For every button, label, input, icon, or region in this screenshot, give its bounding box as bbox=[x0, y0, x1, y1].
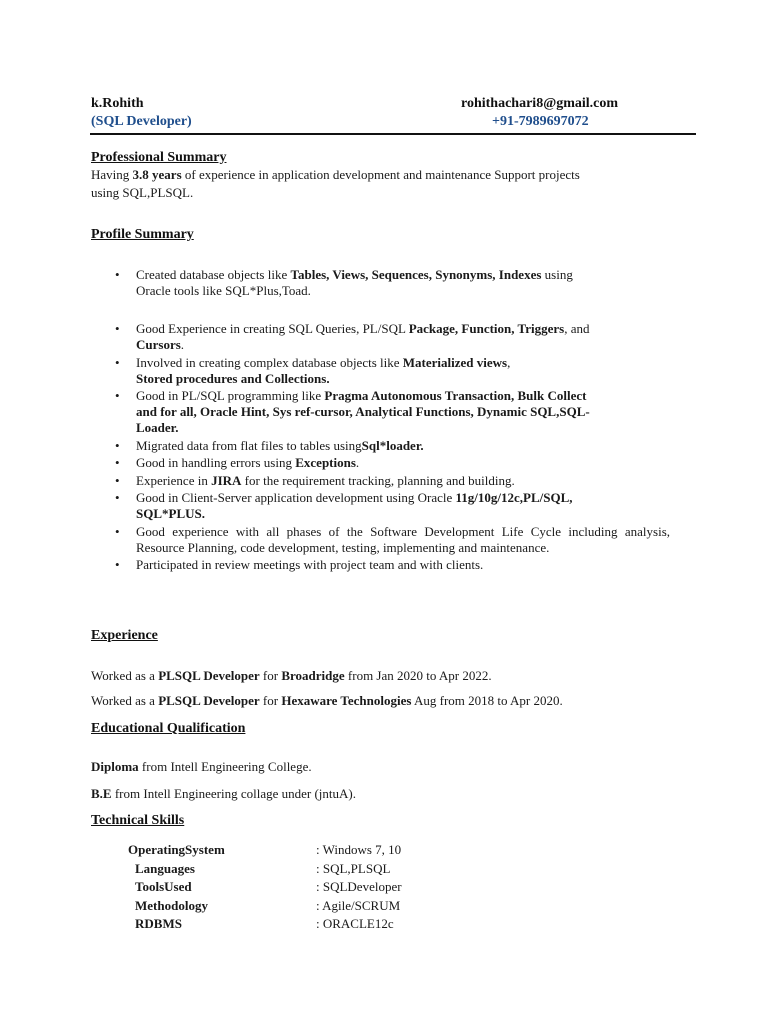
skill-key: Languages bbox=[135, 860, 195, 876]
education-title: Educational Qualification bbox=[91, 721, 246, 736]
bullet-bold: Stored procedures and Collections. bbox=[136, 370, 330, 386]
list-item bbox=[115, 490, 670, 522]
summary-line2: using SQL,PLSQL. bbox=[91, 185, 194, 200]
edu-degree: B.E bbox=[91, 786, 112, 801]
bullet-text: using bbox=[541, 267, 573, 282]
skill-key: ToolsUsed bbox=[135, 879, 192, 894]
header-divider bbox=[90, 133, 696, 135]
list-item bbox=[115, 455, 670, 471]
table-row bbox=[128, 860, 548, 879]
bullet-text: , bbox=[507, 354, 511, 370]
table-row bbox=[128, 897, 548, 916]
list-item bbox=[115, 438, 670, 454]
bullet-text: . bbox=[355, 455, 360, 470]
exp-company: Broadridge bbox=[281, 668, 345, 683]
table-row bbox=[128, 915, 548, 934]
bullet-bold: Cursors bbox=[136, 337, 181, 352]
skill-value: : Windows 7, 10 bbox=[316, 842, 402, 857]
bullet-bold: Exceptions bbox=[295, 455, 356, 470]
exp-text: Worked as a bbox=[91, 693, 159, 708]
header-left bbox=[91, 95, 192, 131]
bullet-bold: JIRA bbox=[211, 472, 242, 488]
bullet-bold: Materialized views bbox=[402, 354, 508, 370]
profile-summary-title: Profile Summary bbox=[91, 227, 194, 242]
bullet-text: Good Experience in creating SQL Queries, PL/SQL bbox=[136, 321, 409, 336]
skill-key: OperatingSystem bbox=[128, 842, 225, 857]
experience-entry-1 bbox=[91, 667, 681, 685]
candidate-name: k.Rohith bbox=[91, 96, 144, 111]
bullet-bold: and for all, Oracle Hint, Sys ref-cursor, Analytical Functions, Dynamic SQL,SQL- bbox=[136, 404, 590, 419]
summary-post: of experience in application development and maintenance Support projects bbox=[181, 167, 580, 182]
list-item bbox=[115, 321, 670, 353]
list-item bbox=[115, 473, 670, 489]
profile-bullets-group-1 bbox=[115, 267, 670, 301]
skill-key: RDBMS bbox=[135, 916, 182, 931]
bullet-text: Involved in creating complex database objects like bbox=[136, 354, 403, 370]
education-entry-2 bbox=[91, 785, 681, 803]
bullet-bold: Package, Function, Triggers bbox=[408, 321, 565, 336]
edu-text: from Intell Engineering College. bbox=[138, 759, 312, 774]
exp-company: Hexaware Technologies bbox=[281, 693, 412, 708]
education-entry-1 bbox=[91, 758, 681, 776]
technical-skills-title: Technical Skills bbox=[91, 813, 185, 828]
edu-text: from Intell Engineering collage under (jntuA). bbox=[111, 786, 356, 801]
skill-value: : ORACLE12c bbox=[316, 916, 394, 931]
professional-summary-text bbox=[91, 166, 681, 202]
list-item bbox=[115, 388, 670, 436]
summary-pre: Having bbox=[91, 167, 133, 182]
phone-number: +91-7989697072 bbox=[492, 114, 589, 129]
skills-table bbox=[128, 841, 548, 934]
exp-text: for bbox=[259, 668, 282, 683]
list-item bbox=[115, 557, 670, 573]
bullet-bold: Tables, Views, Sequences, Synonyms, Indexes bbox=[290, 267, 542, 282]
bullet-text: Created database objects like bbox=[136, 267, 291, 282]
bullet-text: Good in PL/SQL programming like bbox=[136, 388, 325, 403]
bullet-text: for the requirement tracking, planning and building. bbox=[241, 472, 515, 488]
skill-value: : SQLDeveloper bbox=[316, 879, 402, 894]
list-item bbox=[115, 524, 670, 556]
bullet-text: Experience in bbox=[136, 472, 212, 488]
bullet-bold: Sql*loader. bbox=[361, 437, 424, 453]
bullet-text: Oracle tools like SQL*Plus,Toad. bbox=[136, 283, 311, 298]
experience-entry-2 bbox=[91, 692, 681, 710]
bullet-bold: SQL*PLUS. bbox=[136, 506, 205, 521]
professional-summary-title: Professional Summary bbox=[91, 150, 227, 165]
exp-role: PLSQL Developer bbox=[158, 668, 260, 683]
exp-text: Worked as a bbox=[91, 668, 159, 683]
bullet-bold: 11g/10g/12c,PL/SQL, bbox=[455, 490, 573, 505]
profile-summary-section bbox=[91, 227, 681, 243]
skill-value: : SQL,PLSQL bbox=[316, 860, 391, 876]
bullet-bold: Pragma Autonomous Transaction, Bulk Collect bbox=[324, 388, 587, 403]
skill-key: Methodology bbox=[135, 897, 208, 913]
bullet-text: Participated in review meetings with project team and with clients. bbox=[136, 557, 484, 572]
candidate-role: (SQL Developer) bbox=[91, 114, 192, 129]
table-row bbox=[128, 841, 548, 860]
bullet-text: , and bbox=[564, 321, 590, 336]
bullet-text: Good in Client-Server application development using Oracle bbox=[136, 490, 456, 505]
table-row bbox=[128, 878, 548, 897]
professional-summary-section bbox=[91, 150, 681, 202]
experience-section bbox=[91, 628, 681, 644]
skill-value: : Agile/SCRUM bbox=[316, 897, 401, 913]
summary-years: 3.8 years bbox=[132, 167, 182, 182]
bullet-text: Migrated data from flat files to tables using bbox=[136, 437, 362, 453]
exp-dates: from Jan 2020 to Apr 2022. bbox=[344, 668, 492, 683]
profile-bullets-group-2 bbox=[115, 321, 670, 575]
bullet-text: Good experience with all phases of the Software Development Life Cycle including analysis, Resource Planning, code development, testing, implementing and maintenance. bbox=[136, 523, 670, 555]
bullet-bold: Loader. bbox=[136, 420, 179, 435]
list-item bbox=[115, 355, 670, 387]
experience-title: Experience bbox=[91, 628, 158, 643]
education-section bbox=[91, 721, 681, 737]
email-address[interactable]: rohithachari8@gmail.com bbox=[461, 96, 619, 111]
edu-degree: Diploma bbox=[91, 759, 139, 774]
exp-dates: Aug from 2018 to Apr 2020. bbox=[411, 693, 563, 708]
header-right bbox=[461, 95, 618, 131]
exp-role: PLSQL Developer bbox=[158, 693, 260, 708]
bullet-text: Good in handling errors using bbox=[136, 455, 296, 470]
exp-text: for bbox=[259, 693, 282, 708]
bullet-text: . bbox=[180, 337, 185, 352]
technical-skills-section bbox=[91, 813, 681, 829]
list-item bbox=[115, 267, 670, 299]
